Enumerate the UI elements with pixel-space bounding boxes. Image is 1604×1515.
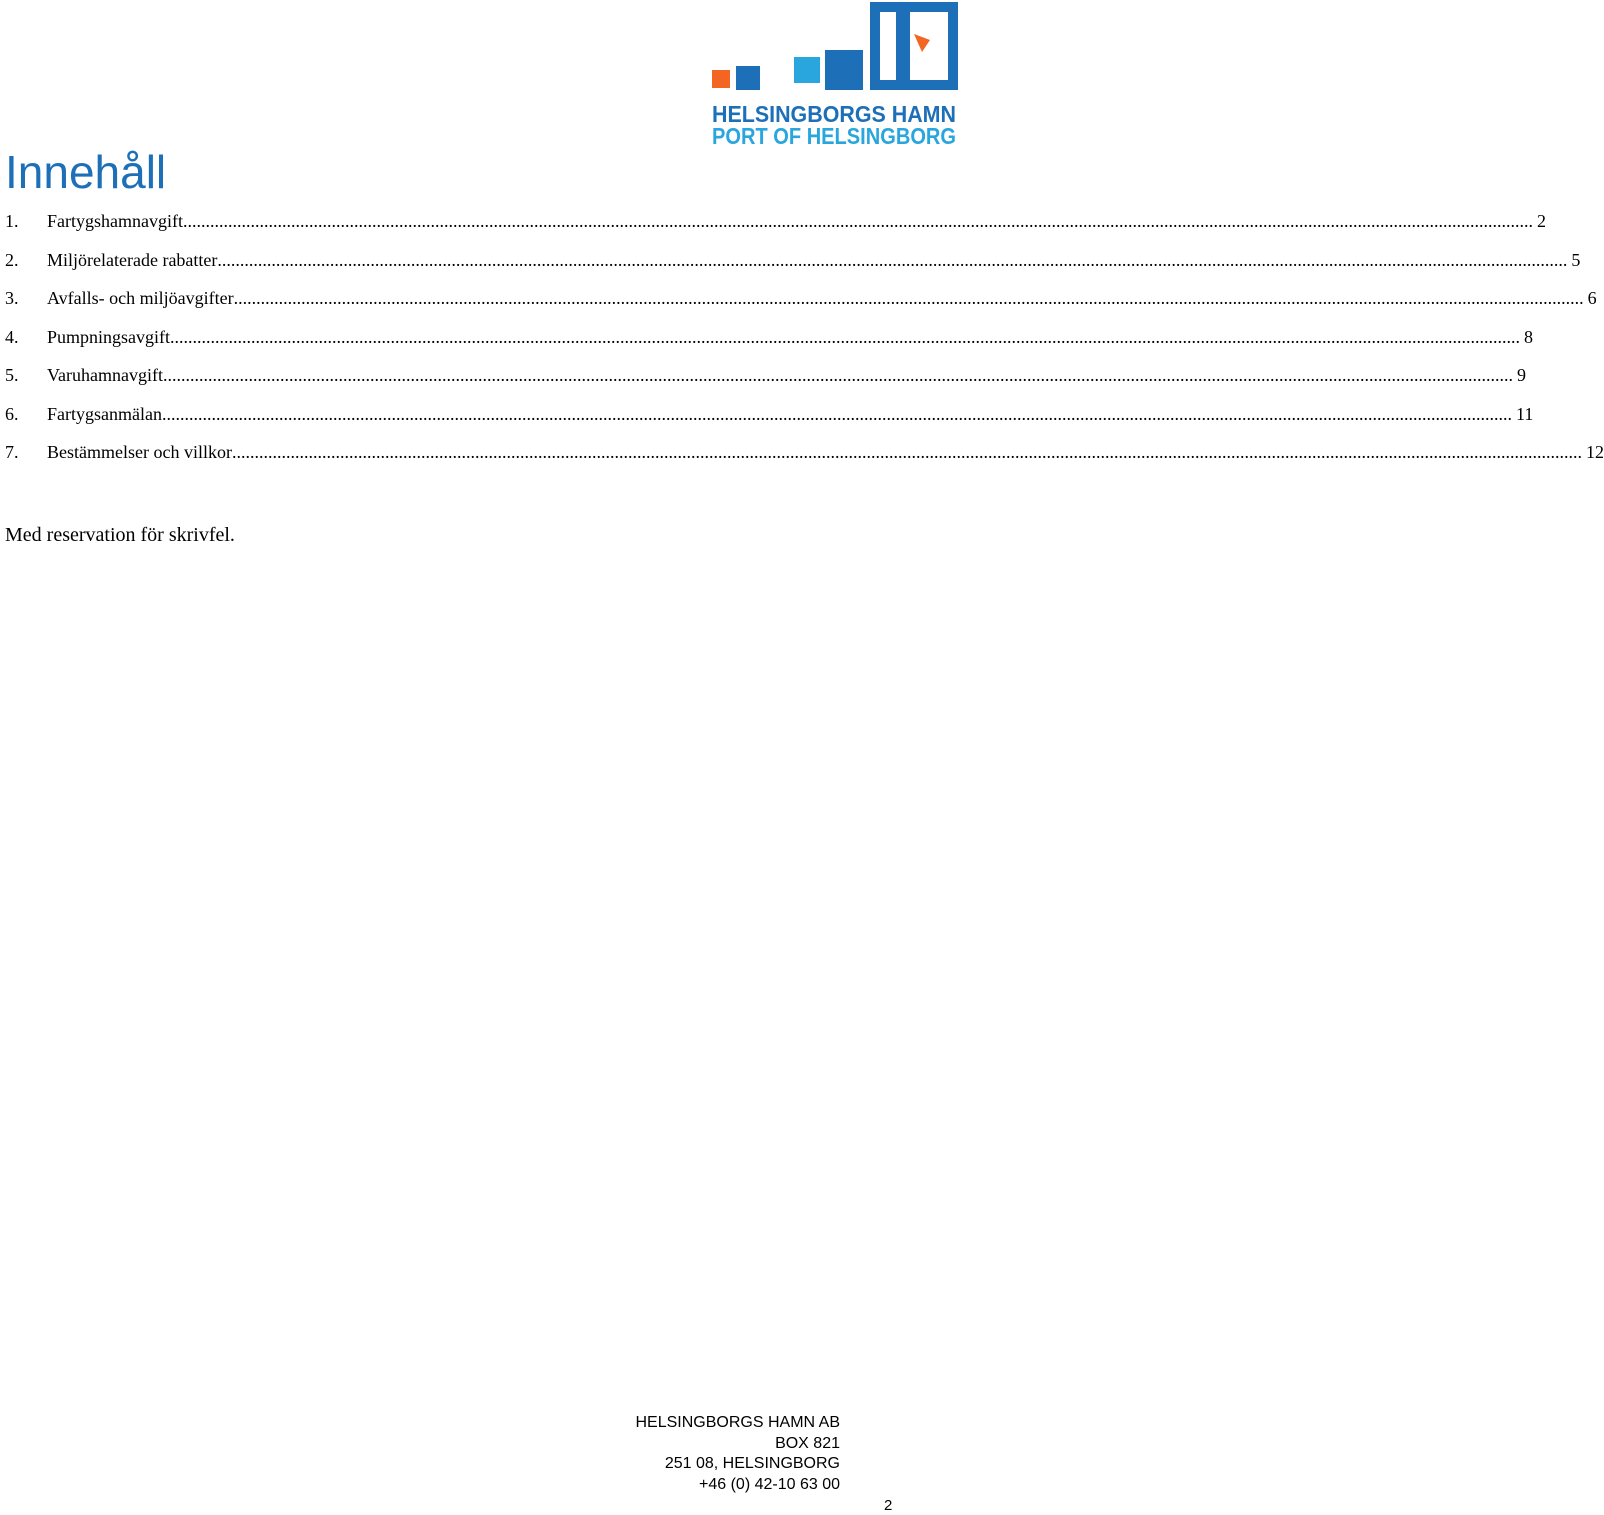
disclaimer-note: Med reservation för skrivfel. [5, 524, 235, 546]
logo-building-icon [870, 2, 958, 90]
toc-number: 7. [5, 442, 19, 462]
toc-leader: ............................................................................................................................................................................................................................................................................................................ [231, 442, 1582, 462]
toc-row[interactable] [5, 433, 1604, 472]
logo-square-blue-1 [736, 66, 760, 90]
toc-number: 2. [5, 249, 19, 270]
toc-title: Miljörelaterade rabatter [47, 249, 218, 270]
toc-number: 6. [5, 403, 19, 424]
toc-row[interactable] [5, 395, 1534, 434]
toc-row[interactable] [5, 356, 1526, 395]
toc-page: 2 [1536, 211, 1546, 231]
toc-page: 11 [1515, 403, 1534, 424]
toc-page: 9 [1516, 365, 1526, 385]
company-logo-graphic [708, 2, 960, 148]
company-logo [708, 2, 960, 148]
toc-row[interactable] [5, 318, 1534, 357]
toc-number: 3. [5, 288, 19, 308]
toc-title: Bestämmelser och villkor [47, 442, 232, 462]
toc-title: Fartygshamnavgift [47, 211, 183, 231]
toc-title: Varuhamnavgift [47, 365, 163, 385]
logo-text-line2: PORT OF HELSINGBORG [712, 123, 956, 149]
toc-page: 8 [1524, 326, 1534, 347]
toc-page: 5 [1571, 249, 1581, 270]
footer-phone: +46 (0) 42-10 63 00 [699, 1476, 840, 1494]
toc-page: 6 [1587, 288, 1597, 308]
logo-square-orange [712, 70, 730, 88]
footer-address [636, 1413, 841, 1496]
toc-number: 4. [5, 326, 19, 347]
toc-leader: ............................................................................................................................................................................................................................................................................................................ [217, 249, 1568, 270]
logo-square-blue-2 [825, 50, 863, 90]
table-of-contents [5, 202, 1604, 472]
footer-postal: 251 08, HELSINGBORG [664, 1455, 840, 1473]
toc-title: Avfalls- och miljöavgifter [47, 288, 234, 308]
toc-title: Fartygsanmälan [47, 403, 162, 424]
toc-leader: ............................................................................................................................................................................................................................................................................................................ [233, 288, 1584, 308]
page-title: Innehåll [5, 146, 167, 198]
page-number: 2 [884, 1497, 893, 1514]
logo-text-line1: HELSINGBORGS HAMN [712, 101, 956, 127]
toc-leader: ............................................................................................................................................................................................................................................................................................................ [161, 403, 1512, 424]
toc-title: Pumpningsavgift [47, 326, 171, 347]
logo-square-light-blue [794, 57, 820, 83]
toc-number: 1. [5, 211, 19, 231]
toc-row[interactable] [5, 202, 1546, 241]
toc-number: 5. [5, 365, 19, 385]
toc-page: 12 [1585, 442, 1604, 462]
toc-row[interactable] [5, 279, 1597, 318]
toc-leader: ............................................................................................................................................................................................................................................................................................................ [182, 211, 1533, 231]
footer-box: BOX 821 [775, 1434, 840, 1452]
logo-sail-icon [914, 34, 930, 52]
toc-leader: ............................................................................................................................................................................................................................................................................................................ [162, 365, 1513, 385]
toc-leader: ............................................................................................................................................................................................................................................................................................................ [170, 326, 1521, 347]
toc-row[interactable] [5, 241, 1581, 280]
footer-company: HELSINGBORGS HAMN AB [635, 1414, 840, 1431]
